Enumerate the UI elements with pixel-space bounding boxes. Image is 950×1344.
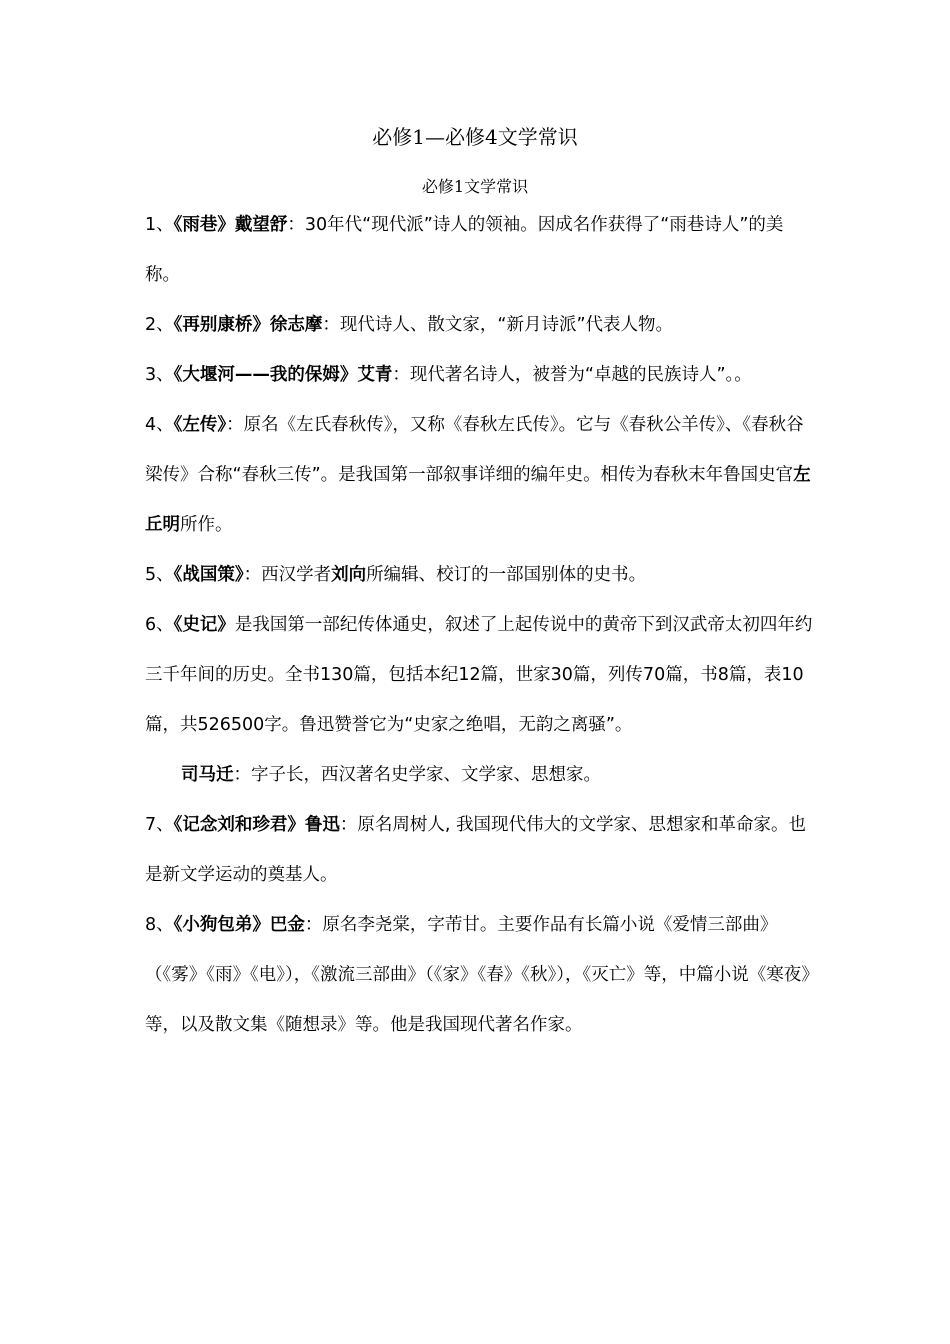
list-item: 司马迁：字子长，西汉著名史学家、文学家、思想家。 [181, 765, 601, 785]
list-item: 1、《雨巷》戴望舒：30年代“现代派”诗人的领袖。因成名作获得了“雨巷诗人”的美称。 [145, 215, 784, 285]
document-body [145, 200, 815, 1050]
list-item: 4、《左传》：原名《左氏春秋传》，又称《春秋左氏传》。它与《春秋公羊传》、《春秋谷梁传》合称“春秋三传”。是我国第一部叙事详细的编年史。相传为春秋末年鲁国史官左丘明所作。 [145, 415, 811, 535]
list-item: 6、《史记》是我国第一部纪传体通史，叙述了上起传说中的黄帝下到汉武帝太初四年约三千年间的历史。全书130篇，包括本纪12篇，世家30篇，列传70篇，书8篇，表10篇，共526500字。鲁迅赞誉它为“史家之绝唱，无韵之离骚”。 [145, 615, 813, 735]
list-item: 8、《小狗包弟》巴金：原名李尧棠，字芾甘。主要作品有长篇小说《爱情三部曲》（《雾》《雨》《电》），《激流三部曲》（《家》《春》《秋》），《灭亡》等，中篇小说《寒夜》等，以及散文集《随想录》等。他是我国现代著名作家。 [145, 915, 810, 1035]
list-item: 3、《大堰河——我的保姆》艾青：现代著名诗人，被誉为“卓越的民族诗人”。。 [145, 365, 752, 385]
list-item: 2、《再别康桥》徐志摩：现代诗人、散文家，“新月诗派”代表人物。 [145, 315, 674, 335]
document-title: 必修1—必修4文学常识 [372, 125, 578, 149]
section-subtitle: 必修1文学常识 [421, 177, 529, 196]
list-item: 5、《战国策》：西汉学者刘向所编辑、校订的一部国别体的史书。 [145, 565, 647, 585]
list-item: 7、《记念刘和珍君》鲁迅：原名周树人, 我国现代伟大的文学家、思想家和革命家。也是新文学运动的奠基人。 [145, 815, 807, 885]
